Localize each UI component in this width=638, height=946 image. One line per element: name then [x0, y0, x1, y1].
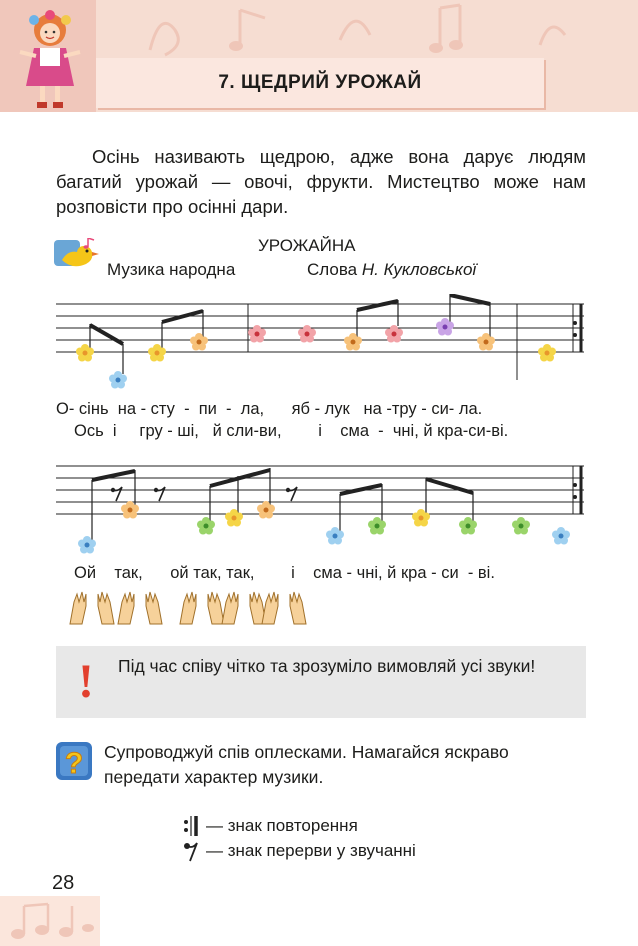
- flower-note-icon: [78, 536, 96, 554]
- legend-repeat: — знак повторення: [206, 816, 358, 835]
- words-credit: [307, 260, 476, 280]
- flower-note-icon: [298, 325, 316, 343]
- flower-note-icon: [76, 344, 94, 362]
- clapping-hands-icon: [256, 588, 312, 628]
- flower-note-icon: [109, 371, 127, 389]
- lyrics-line-3: Ой так, ой так, так, і сма - чні, й кра - си - ві.: [74, 564, 495, 582]
- song-duck-icon: [54, 238, 100, 274]
- lyrics-line-2: Ось і гру - ші, й сли-ви, і сма - чні, й кра-си-ві.: [74, 422, 509, 440]
- flower-note-icon: [248, 325, 266, 343]
- staff-2-noteheads: [0, 464, 638, 564]
- words-label: Слова: [307, 260, 358, 279]
- legend-rest: — знак перерви у звучанні: [206, 841, 416, 860]
- background-notes-decoration: [110, 0, 630, 60]
- flower-note-icon: [512, 517, 530, 535]
- title-bar: [96, 58, 544, 108]
- exclamation-icon: !: [78, 655, 94, 708]
- flower-note-icon: [368, 517, 386, 535]
- song-credits: [107, 260, 477, 280]
- page-title: 7. ЩЕДРИЙ УРОЖАЙ: [218, 72, 422, 93]
- flower-note-icon: [538, 344, 556, 362]
- flower-note-icon: [436, 318, 454, 336]
- page-number: 28: [52, 872, 75, 894]
- flower-note-icon: [225, 509, 243, 527]
- flower-note-icon: [257, 501, 275, 519]
- girl-illustration: [10, 6, 90, 114]
- lyrics-line-1: О- сінь на - сту - пи - ла, яб - лук на -тру - си- ла.: [56, 400, 483, 418]
- music-credit: Музика народна: [107, 260, 236, 279]
- bottom-notes-decoration: [0, 896, 100, 946]
- rest-sign-icon: [182, 840, 200, 862]
- intro-paragraph: [56, 144, 586, 219]
- flower-note-icon: [477, 333, 495, 351]
- attention-note-box: [56, 646, 586, 718]
- staff-1-noteheads: [0, 294, 638, 394]
- flower-note-icon: [412, 509, 430, 527]
- task-text: Супроводжуй спів оплесками. Намагайся яскраво передати характер музики.: [104, 742, 509, 787]
- flower-note-icon: [326, 527, 344, 545]
- question-icon: [56, 742, 92, 780]
- words-author: Н. Кукловської: [361, 260, 477, 279]
- flower-note-icon: [121, 501, 139, 519]
- flower-note-icon: [344, 333, 362, 351]
- svg-text:?: ?: [64, 747, 84, 780]
- flower-note-icon: [459, 517, 477, 535]
- flower-note-icon: [552, 527, 570, 545]
- clapping-hands-icon: [112, 588, 168, 628]
- flower-note-icon: [148, 344, 166, 362]
- flower-note-icon: [197, 517, 215, 535]
- flower-note-icon: [385, 325, 403, 343]
- attention-note-text: Під час співу чітко та зрозуміло вимовляй усі звуки!: [118, 656, 536, 676]
- song-title: УРОЖАЙНА: [258, 236, 356, 255]
- intro-text: Осінь називають щедрою, адже вона дарує людям багатий урожай — овочі, фрукти. Мистецтво може нам розповісти про осінні дари.: [56, 146, 586, 217]
- flower-note-icon: [190, 333, 208, 351]
- repeat-sign-icon: [182, 815, 200, 837]
